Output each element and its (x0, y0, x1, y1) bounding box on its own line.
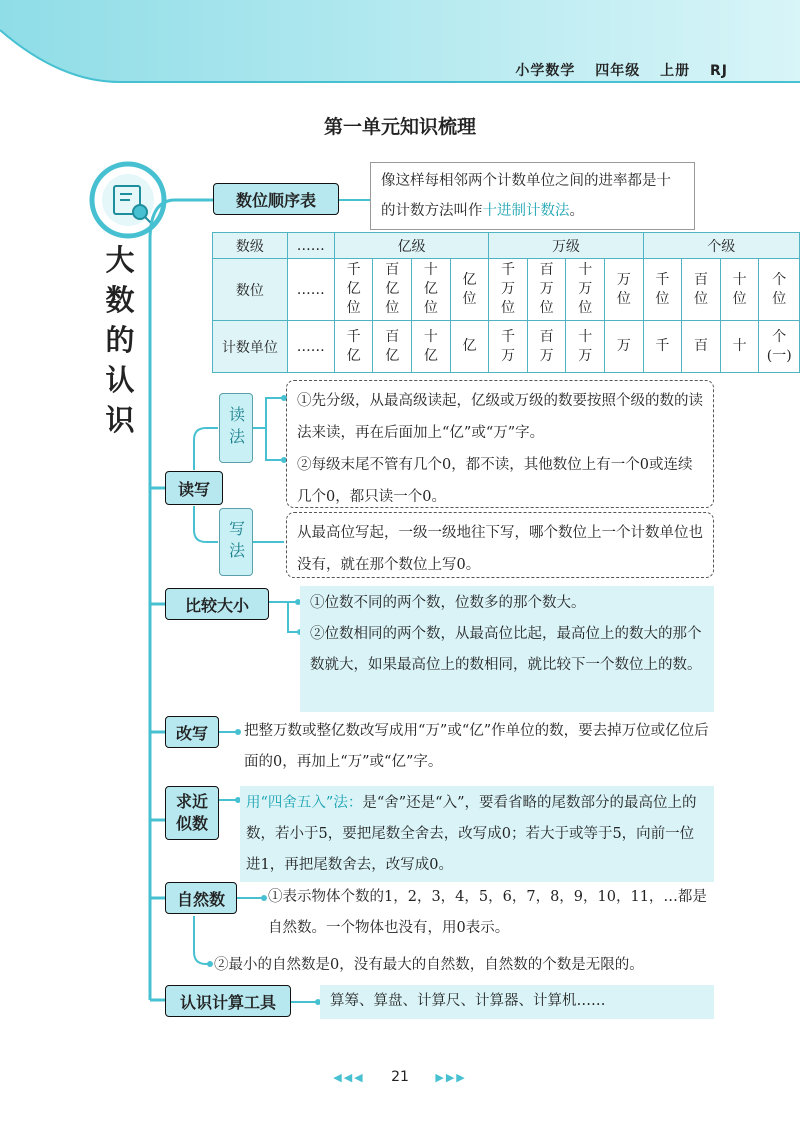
place-cell: 十亿位 (412, 259, 451, 321)
note-term: 十进制计数法 (482, 203, 570, 219)
unit-cell: 十万 (566, 321, 605, 373)
natural-rule-2: ②最小的自然数是0，没有最大的自然数，自然数的个数是无限的。 (214, 957, 644, 973)
group-cell: 亿级 (334, 233, 488, 259)
unit-side-title (96, 240, 144, 440)
row-label: 数位 (213, 259, 288, 321)
group-cell: 万级 (489, 233, 643, 259)
side-title-char: 识 (105, 403, 135, 437)
place-cell: 百亿位 (373, 259, 412, 321)
right-arrows-icon: ▶▶▶ (435, 1071, 467, 1084)
ellipsis-cell: …… (287, 259, 334, 321)
place-cell: 十万位 (566, 259, 605, 321)
place-cell: 亿位 (450, 259, 489, 321)
side-title-char: 数 (105, 283, 135, 317)
side-title-char: 认 (105, 363, 135, 397)
read-write-tag: 读写 (165, 471, 223, 505)
place-cell: 百位 (682, 259, 721, 321)
page-footer (0, 1069, 800, 1085)
place-value-note (370, 162, 695, 230)
place-cell: 百万位 (527, 259, 566, 321)
unit-cell: 万 (605, 321, 644, 373)
compare-rule: ②位数相同的两个数，从最高位比起，最高位上的数大的那个数就大，如果最高位上的数相同，就比较下一个数位上的数。 (310, 626, 702, 673)
header-grade: 四年级 (595, 63, 641, 79)
place-cell: 个位 (759, 259, 800, 321)
approx-method: 用“四舍五入”法： (246, 795, 363, 811)
unit-cell: 千万 (489, 321, 528, 373)
unit-cell: 百亿 (373, 321, 412, 373)
page-number: 21 (391, 1069, 409, 1085)
note-suffix: 。 (569, 203, 584, 219)
ellipsis-cell: …… (287, 233, 334, 259)
approx-panel (240, 786, 714, 882)
calc-tools-tag: 认识计算工具 (165, 985, 291, 1017)
compare-panel (300, 586, 714, 712)
write-method-tag: 写法 (219, 508, 253, 576)
header-volume: 上册 (660, 63, 691, 79)
natural-number-tag: 自然数 (165, 882, 237, 914)
row-label: 计数单位 (213, 321, 288, 373)
place-cell: 千亿位 (334, 259, 373, 321)
header-edition: RJ (710, 63, 728, 79)
write-rule-box: 从最高位写起，一级一级地往下写，哪个数位上一个计数单位也没有，就在那个数位上写0。 (286, 512, 714, 578)
place-cell: 千位 (643, 259, 682, 321)
side-title-char: 的 (105, 323, 135, 357)
place-cell: 千万位 (489, 259, 528, 321)
place-value-table (212, 232, 800, 373)
approx-tag (165, 786, 219, 840)
unit-cell: 百 (682, 321, 721, 373)
place-value-tag: 数位顺序表 (213, 183, 339, 215)
unit-cell: 亿 (450, 321, 489, 373)
approx-label-line: 似数 (175, 814, 208, 833)
natural-rule-1: ①表示物体个数的1，2，3，4，5，6，7，8，9，10，11，…都是自然数。一个物体也没有，用0表示。 (268, 889, 707, 936)
side-title-char: 大 (105, 243, 135, 277)
compare-tag: 比较大小 (165, 588, 269, 620)
unit-cell: 百万 (527, 321, 566, 373)
ellipsis-cell: …… (287, 321, 334, 373)
read-method-tag: 读法 (219, 393, 253, 463)
page-title: 第一单元知识梳理 (323, 116, 476, 138)
place-cell: 十位 (720, 259, 759, 321)
header-subject: 小学数学 (515, 63, 576, 79)
unit-cell: 十 (720, 321, 759, 373)
approx-label-line: 求近 (175, 792, 208, 811)
read-rule: ②每级末尾不管有几个0，都不读，其他数位上有一个0或连续几个0，都只读一个0。 (297, 457, 693, 505)
unit-cell: 千 (643, 321, 682, 373)
row-label: 数级 (213, 233, 288, 259)
compare-rule: ①位数不同的两个数，位数多的那个数大。 (310, 595, 586, 611)
group-cell: 个级 (643, 233, 799, 259)
left-arrows-icon: ◀◀◀ (333, 1071, 365, 1084)
place-cell: 万位 (605, 259, 644, 321)
approx-text: 是“舍”还是“入”，要看省略的尾数部分的最高位上的数，若小于5，要把尾数全舍去，改写成0；若大于或等于5，向前一位进1，再把尾数舍去，改写成0。 (246, 795, 697, 873)
note-text: 像这样每相邻两个计数单位之间的进率都是十的计数方法叫作 (381, 173, 671, 219)
rewrite-text: 把整万数或整亿数改写成用“万”或“亿”作单位的数，要去掉万位或亿位后面的0，再加上“万”或“亿”字。 (244, 723, 709, 770)
unit-cell: 千亿 (334, 321, 373, 373)
read-rule: ①先分级，从最高级读起，亿级或万级的数要按照个级的数的读法来读，再在后面加上“亿”或“万”字。 (297, 393, 703, 441)
calc-tools-panel: 算筹、算盘、计算尺、计算器、计算机…… (320, 985, 714, 1019)
unit-cell: 十亿 (412, 321, 451, 373)
read-rules-box (286, 380, 714, 508)
rewrite-tag: 改写 (165, 716, 219, 748)
unit-cell: 个(一) (759, 321, 800, 373)
